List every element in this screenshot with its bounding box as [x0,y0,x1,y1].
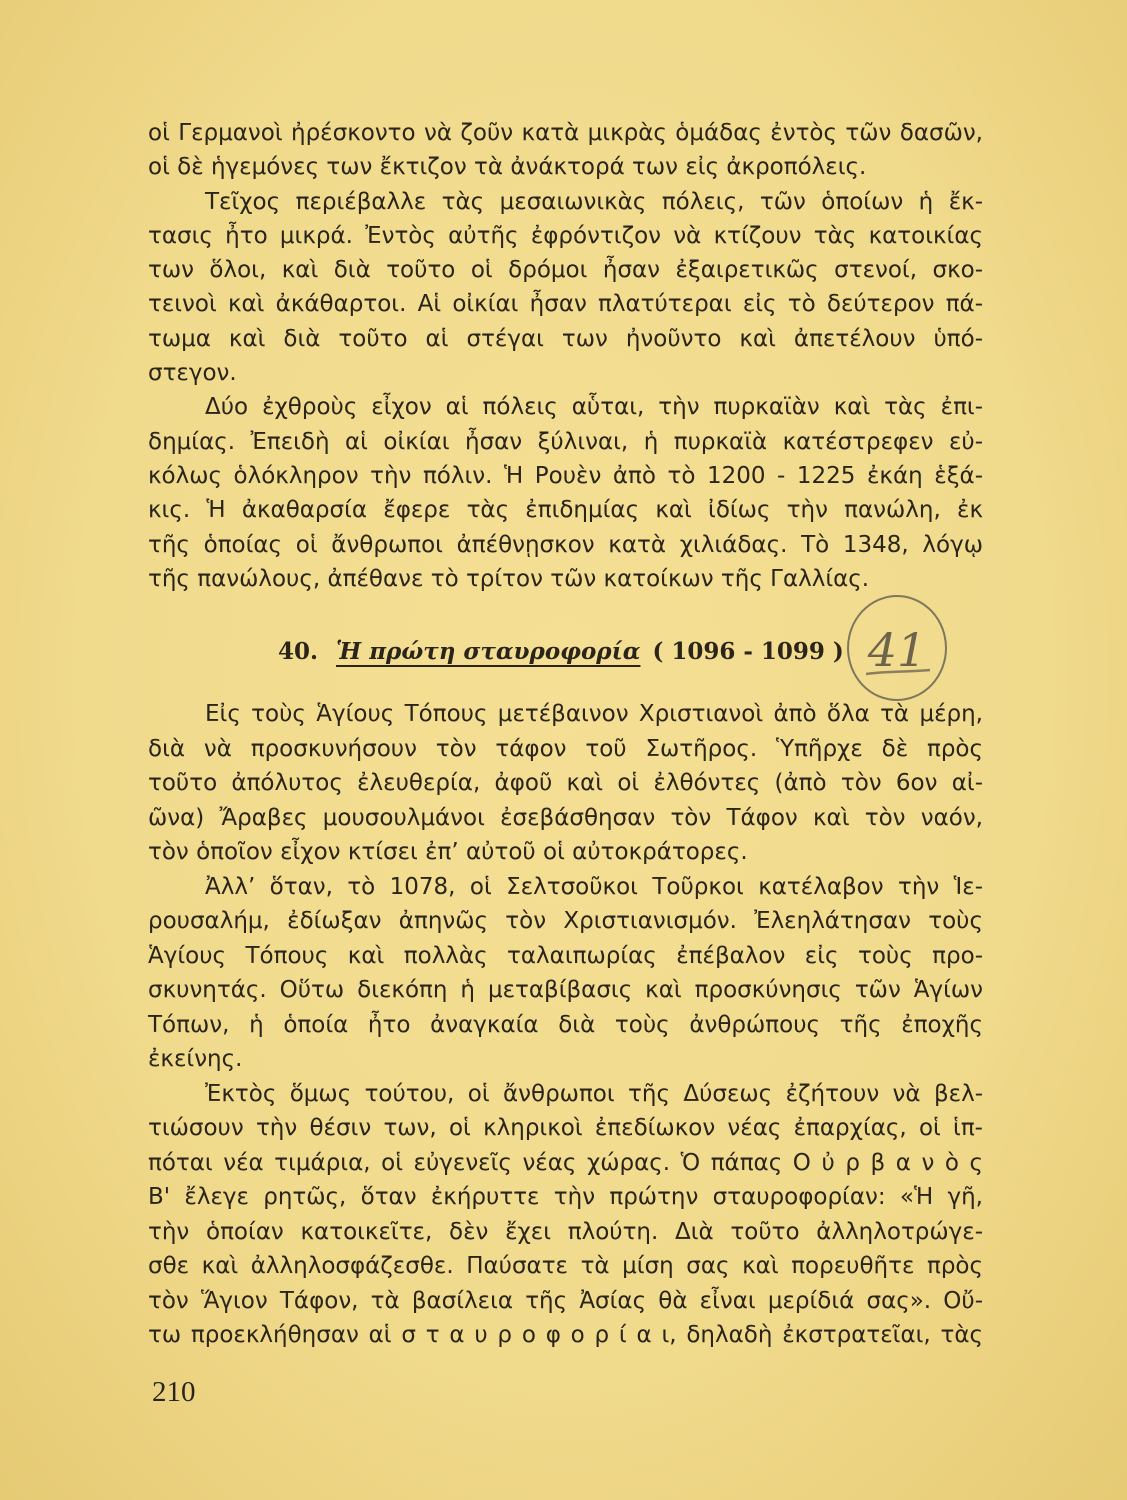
handwritten-number: 41 [867,623,927,677]
text-line: Ἐκτὸς ὅμως τούτου, οἱ ἄνθρωποι τῆς Δύσεως ἐζήτουν νὰ βελ- [205,1080,983,1107]
paragraph [148,116,983,185]
text-line: τεινοὶ καὶ ἀκάθαρτοι. Αἱ οἰκίαι ἦσαν πλατύτεραι εἰς τὸ δεύτερον πά- [148,291,983,318]
text-line: τὸν Ἅγιον Τάφον, τὰ βασίλεια τῆς Ἀσίας θὰ εἶναι μερίδιά σας». Οὔ- [148,1287,983,1314]
text-line: Ἁγίους Τόπους καὶ πολλὰς ταλαιπωρίας ἐπέβαλον εἰς τοὺς προ- [148,942,983,969]
text-line: ἐκείνης. [148,1046,243,1072]
section-dates: ( 1096 - 1099 ) [652,638,844,665]
text-line: σθε καὶ ἀλληλοσφάζεσθε. Παύσατε τὰ μίση σας καὶ πορευθῆτε πρὸς [148,1253,983,1279]
text-line: Εἰς τοὺς Ἁγίους Τόπους μετέβαινον Χριστιανοὶ ἀπὸ ὅλα τὰ μέρη, [205,701,983,727]
text-line: Τεῖχος περιέβαλλε τὰς μεσαιωνικὰς πόλεις, τῶν ὁποίων ἡ ἔκ- [205,188,983,215]
text-line: διὰ νὰ προσκυνήσουν τὸν τάφον τοῦ Σωτῆρος. Ὑπῆρχε δὲ πρὸς [148,735,983,762]
margin-annotation-circle [838,588,958,710]
paragraph [148,1077,983,1353]
text-line: τοῦτο ἀπόλυτος ἐλευθερία, ἀφοῦ καὶ οἱ ἐλθόντες (ἀπὸ τὸν 6ον αἰ- [148,770,983,796]
text-block-section-40 [148,697,983,1353]
text-line: τὸν ὁποῖον εἶχον κτίσει ἐπ’ αὐτοῦ οἱ αὐτοκράτορες. [148,839,748,865]
text-line: των ὅλοι, καὶ διὰ τοῦτο οἱ δρόμοι ἦσαν ἐξαιρετικῶς στενοί, σκο- [148,257,983,284]
text-line: τω προεκλήθησαν αἱ σ τ α υ ρ ο φ ο ρ ί α ι, δηλαδὴ ἐκστρατεῖαι, τὰς [148,1322,983,1348]
text-line: ρουσαλήμ, ἐδίωξαν ἀπηνῶς τὸν Χριστιανισμόν. Ἐλεηλάτησαν τοὺς [148,908,983,934]
text-line: Δύο ἐχθροὺς εἶχον αἱ πόλεις αὗται, τὴν πυρκαϊὰν καὶ τὰς ἐπι- [205,394,983,421]
text-line: οἱ Γερμανοὶ ἠρέσκοντο νὰ ζοῦν κατὰ μικρὰς ὁμάδας ἐντὸς τῶν δασῶν, [148,120,983,146]
text-line: Ἀλλ’ ὅταν, τὸ 1078, οἱ Σελτσοῦκοι Τοῦρκοι κατέλαβον τὴν Ἱε- [205,873,983,900]
paragraph [148,870,983,1077]
text-line: τωμα καὶ διὰ τοῦτο αἱ στέγαι των ἠνοῦντο καὶ ἀπετέλουν ὑπό- [148,325,983,352]
text-line: τῆς ὁποίας οἱ ἄνθρωποι ἀπέθνῃσκον κατὰ χιλιάδας. Τὸ 1348, λόγῳ [148,531,983,558]
text-line: Β' ἔλεγε ρητῶς, ὅταν ἐκήρυττε τὴν πρώτην σταυροφορίαν: «Ἡ γῆ, [148,1184,983,1210]
text-line: κόλως ὁλόκληρον τὴν πόλιν. Ἡ Ρουὲν ἀπὸ τὸ 1200 - 1225 ἐκάη ἑξά- [148,462,983,489]
text-line: Τόπων, ἡ ὁποία ἦτο ἀναγκαία διὰ τοὺς ἀνθρώπους τῆς ἐποχῆς [148,1011,983,1038]
paragraph [148,697,983,870]
text-line: οἱ δὲ ἡγεμόνες των ἔκτιζον τὰ ἀνάκτορά των εἰς ἀκροπόλεις. [148,154,867,181]
paragraph [148,390,983,596]
text-line: σκυνητάς. Οὕτω διεκόπη ἡ μεταβίβασις καὶ προσκύνησις τῶν Ἁγίων [148,977,983,1003]
text-line: τασις ἦτο μικρά. Ἐντὸς αὐτῆς ἐφρόντιζον νὰ κτίζουν τὰς κατοικίας [148,222,983,249]
section-number: 40. [278,638,319,665]
text-line: τιώσουν τὴν θέσιν των, οἱ κληρικοὶ ἐπεδίωκον νέας ἐπαρχίας, οἱ ἱπ- [148,1115,983,1141]
text-block-section-39 [148,116,983,596]
section-heading [278,632,844,672]
text-line: στεγον. [148,360,237,387]
text-line: κις. Ἡ ἀκαθαρσία ἔφερε τὰς ἐπιδημίας καὶ ἰδίως τὴν πανώλη, ἐκ [148,497,983,524]
page-number: 210 [152,1376,196,1408]
text-line: δημίας. Ἐπειδὴ αἱ οἰκίαι ἦσαν ξύλιναι, ἡ πυρκαϊὰ κατέστρεφεν εὐ- [148,428,983,455]
section-title: Ἡ πρώτη σταυροφορία [336,638,641,665]
text-line: ῶνα) Ἄραβες μουσουλμάνοι ἐσεβάσθησαν τὸν Τάφον καὶ τὸν ναόν, [148,804,983,831]
paragraph [148,185,983,391]
text-line: πόται νέα τιμάρια, οἱ εὐγενεῖς νέας χώρας. Ὁ πάπας Ο ὐ ρ β α ν ὸ ς [148,1149,983,1176]
text-line: τὴν ὁποίαν κατοικεῖτε, δὲν ἔχει πλούτη. Διὰ τοῦτο ἀλληλοτρώγε- [148,1218,983,1245]
text-line: τῆς πανώλους, ἀπέθανε τὸ τρίτον τῶν κατοίκων τῆς Γαλλίας. [148,565,870,592]
